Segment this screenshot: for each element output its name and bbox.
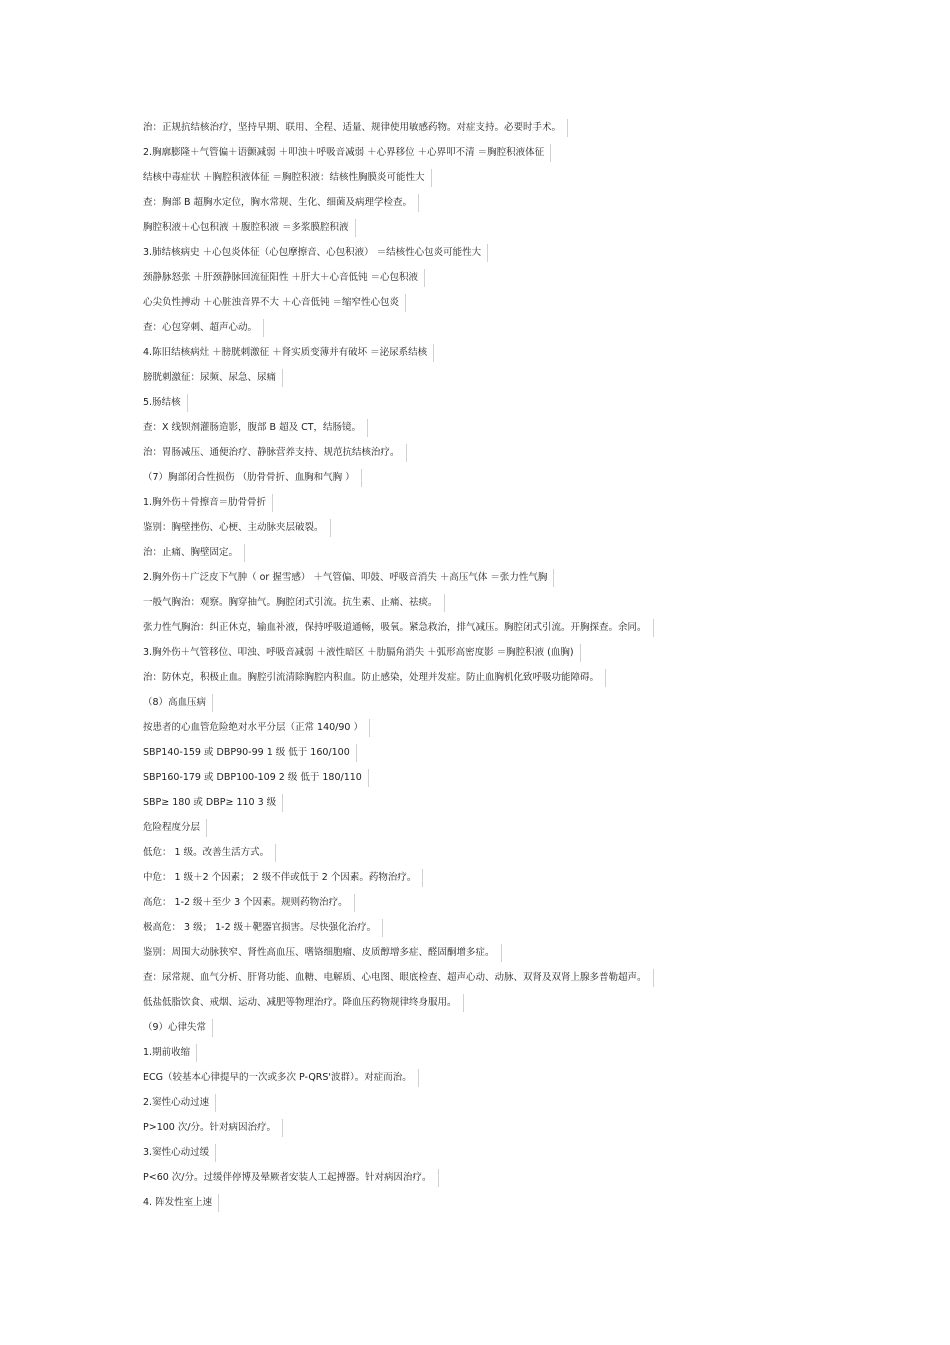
text-line-content: 极高危： 3 级； 1-2 级＋靶器官损害。尽快强化治疗。 xyxy=(143,919,383,937)
text-line xyxy=(143,444,883,469)
text-line xyxy=(143,719,883,744)
text-line-content: 按患者的心血管危险绝对水平分层（正常 140/90 ） xyxy=(143,719,370,737)
text-line-content: 危险程度分层 xyxy=(143,819,207,837)
text-line xyxy=(143,969,883,994)
text-line xyxy=(143,1194,883,1219)
text-line xyxy=(143,769,883,794)
text-line xyxy=(143,494,883,519)
text-line-content: 查：尿常规、血气分析、肝肾功能、血糖、电解质、心电图、眼底检查、超声心动、动脉、双肾及双肾上腺多普勒超声。 xyxy=(143,969,654,987)
text-line-content: 查：胸部 B 超胸水定位，胸水常规、生化、细菌及病理学检查。 xyxy=(143,194,419,212)
text-line xyxy=(143,419,883,444)
text-line-content: P<60 次/分。过缓伴停博及晕厥者安装人工起搏器。针对病因治疗。 xyxy=(143,1169,439,1187)
text-line xyxy=(143,1144,883,1169)
text-line-content: 3.胸外伤＋气管移位、叩浊、呼吸音减弱 ＋液性暗区 ＋肋膈角消失 ＋弧形高密度影 ＝胸腔积液 (血胸) xyxy=(143,644,581,662)
text-line xyxy=(143,194,883,219)
text-line-content: （8）高血压病 xyxy=(143,694,213,712)
text-line-content: 治：止痛、胸壁固定。 xyxy=(143,544,245,562)
text-line xyxy=(143,1169,883,1194)
text-line xyxy=(143,1019,883,1044)
text-line-content: 1.胸外伤＋骨擦音＝肋骨骨折 xyxy=(143,494,273,512)
text-line xyxy=(143,344,883,369)
text-line xyxy=(143,269,883,294)
text-line xyxy=(143,844,883,869)
text-line xyxy=(143,219,883,244)
text-line xyxy=(143,394,883,419)
text-line-content: 心尖负性搏动 ＋心脏浊音界不大 ＋心音低钝 ＝缩窄性心包炎 xyxy=(143,294,406,312)
text-line xyxy=(143,694,883,719)
text-line-content: P>100 次/分。针对病因治疗。 xyxy=(143,1119,283,1137)
text-line xyxy=(143,169,883,194)
text-line xyxy=(143,144,883,169)
text-line-content: 颈静脉怒张 ＋肝颈静脉回流征阳性 ＋肝大＋心音低钝 ＝心包积液 xyxy=(143,269,425,287)
text-line-content: 查：X 线钡剂灌肠造影，腹部 B 超及 CT，结肠镜。 xyxy=(143,419,368,437)
text-line-content: 5.肠结核 xyxy=(143,394,188,412)
text-line-content: ECG（较基本心律提早的一次或多次 P-QRS'波群）。对症而治。 xyxy=(143,1069,419,1087)
text-line xyxy=(143,569,883,594)
text-line xyxy=(143,919,883,944)
text-line-content: 胸腔积液＋心包积液 ＋腹腔积液 ＝多浆膜腔积液 xyxy=(143,219,356,237)
text-line xyxy=(143,369,883,394)
text-line-content: 治：防休克，积极止血。胸腔引流清除胸腔内积血。防止感染，处理并发症。防止血胸机化致呼吸功能障碍。 xyxy=(143,669,606,687)
text-line xyxy=(143,594,883,619)
text-line xyxy=(143,119,883,144)
text-line xyxy=(143,1069,883,1094)
text-line xyxy=(143,944,883,969)
text-line-content: 膀胱刺激征：尿频、尿急、尿痛 xyxy=(143,369,283,387)
text-line xyxy=(143,1119,883,1144)
text-line-content: 2.胸廓膨隆＋气管偏＋语颤减弱 ＋叩浊＋呼吸音减弱 ＋心界移位 ＋心界叩不清 ＝胸腔积液体征 xyxy=(143,144,551,162)
text-line-content: 治：胃肠减压、通便治疗、静脉营养支持、规范抗结核治疗。 xyxy=(143,444,407,462)
text-line-content: 低危： 1 级。改善生活方式。 xyxy=(143,844,276,862)
text-line-content: 2.窦性心动过速 xyxy=(143,1094,216,1112)
text-line-content: 查：心包穿刺、超声心动。 xyxy=(143,319,264,337)
text-line xyxy=(143,644,883,669)
text-line xyxy=(143,1094,883,1119)
text-line xyxy=(143,469,883,494)
text-line-content: 2.胸外伤＋广泛皮下气肿（ or 握雪感） ＋气管偏、叩鼓、呼吸音消失 ＋高压气体 ＝张力性气胸 xyxy=(143,569,554,587)
text-line xyxy=(143,994,883,1019)
text-line-content: 鉴别：胸壁挫伤、心梗、主动脉夹层破裂。 xyxy=(143,519,331,537)
text-line-content: SBP160-179 或 DBP100-109 2 级 低于 180/110 xyxy=(143,769,369,787)
text-line xyxy=(143,744,883,769)
text-line xyxy=(143,544,883,569)
text-line-content: SBP140-159 或 DBP90-99 1 级 低于 160/100 xyxy=(143,744,357,762)
text-body xyxy=(143,119,883,1219)
text-line xyxy=(143,669,883,694)
text-line xyxy=(143,869,883,894)
text-line xyxy=(143,1044,883,1069)
text-line-content: 结核中毒症状 ＋胸腔积液体征 ＝胸腔积液：结核性胸膜炎可能性大 xyxy=(143,169,432,187)
text-line xyxy=(143,619,883,644)
text-line-content: 中危： 1 级＋2 个因素； 2 级不伴或低于 2 个因素。药物治疗。 xyxy=(143,869,423,887)
text-line-content: 3.窦性心动过缓 xyxy=(143,1144,216,1162)
text-line xyxy=(143,519,883,544)
text-line xyxy=(143,794,883,819)
text-line-content: 低盐低脂饮食、戒烟、运动、减肥等物理治疗。降血压药物规律终身服用。 xyxy=(143,994,464,1012)
text-line-content: 3.肺结核病史 ＋心包炎体征（心包摩擦音、心包积液） ＝结核性心包炎可能性大 xyxy=(143,244,488,262)
text-line-content: 4.陈旧结核病灶 ＋膀胱刺激征 ＋肾实质变薄并有破坏 ＝泌尿系结核 xyxy=(143,344,434,362)
text-line-content: 治：正规抗结核治疗，坚持早期、联用、全程、适量、规律使用敏感药物。对症支持。必要时手术。 xyxy=(143,119,568,137)
text-line xyxy=(143,894,883,919)
text-line-content: SBP≥ 180 或 DBP≥ 110 3 级 xyxy=(143,794,283,812)
text-line-content: 一般气胸治：观察。胸穿抽气。胸腔闭式引流。抗生素、止痛、祛痰。 xyxy=(143,594,445,612)
text-line-content: 1.期前收缩 xyxy=(143,1044,197,1062)
text-line xyxy=(143,294,883,319)
text-line xyxy=(143,244,883,269)
text-line-content: 4. 阵发性室上速 xyxy=(143,1194,219,1212)
text-line-content: 鉴别：周围大动脉狭窄、肾性高血压、嗜铬细胞瘤、皮质醇增多症、醛固酮增多症。 xyxy=(143,944,502,962)
text-line-content: （7）胸部闭合性损伤 （肋骨骨折、血胸和气胸 ） xyxy=(143,469,362,487)
text-line xyxy=(143,319,883,344)
text-line-content: 高危： 1-2 级＋至少 3 个因素。规则药物治疗。 xyxy=(143,894,355,912)
text-line-content: （9）心律失常 xyxy=(143,1019,213,1037)
text-line-content: 张力性气胸治：纠正休克，输血补液，保持呼吸道通畅，吸氧。紧急救治，排气减压。胸腔闭式引流。开胸探查。余同。 xyxy=(143,619,654,637)
text-line xyxy=(143,819,883,844)
